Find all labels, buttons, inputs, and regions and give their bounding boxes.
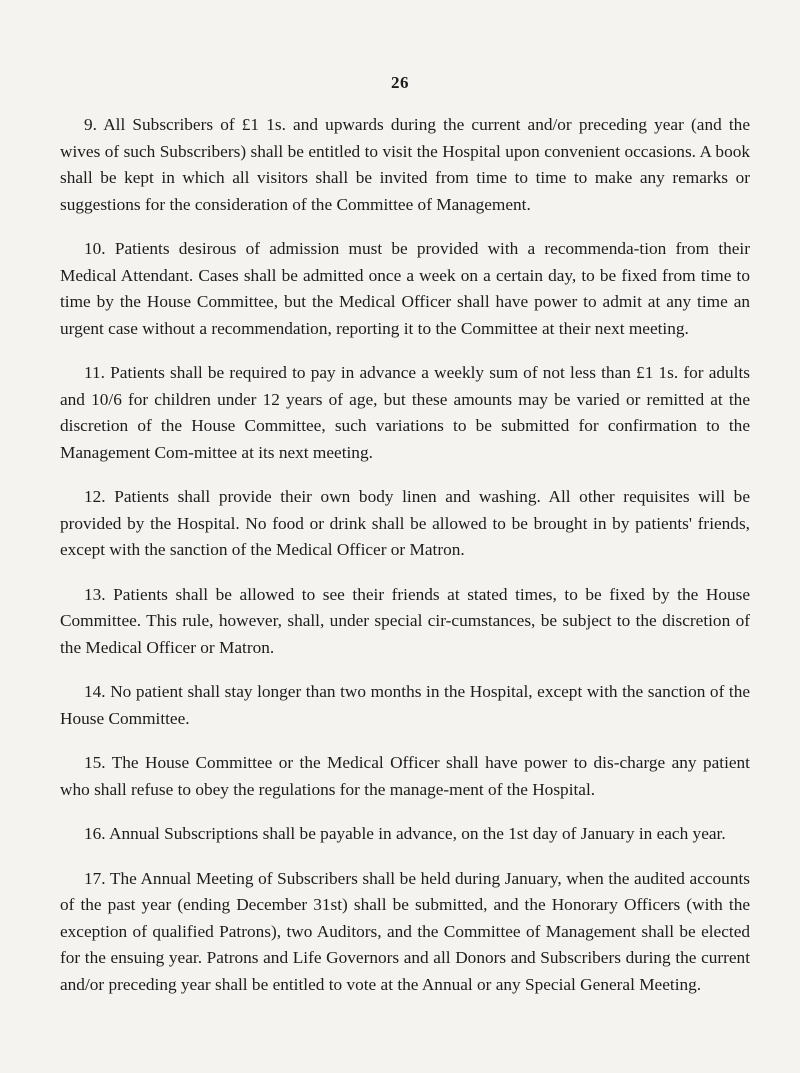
rule-number: 9. — [84, 115, 97, 134]
rules-list — [60, 112, 750, 1016]
rule-12 — [60, 484, 750, 564]
rule-10 — [60, 236, 750, 342]
rule-17 — [60, 866, 750, 999]
rule-text: The Annual Meeting of Subscribers shall be held during January, when the audited accounts of the past year (ending December 31st) shall be submitted, and the Honorary Officers (with the exception of qualified Patrons), two Auditors, and the Committee of Management shall be elected for the ensuing year. Patrons and Life Governors and all Donors and Subscribers during the current and/or preceding year shall be entitled to vote at the Annual or any Special General Meeting. — [60, 868, 750, 994]
rule-14 — [60, 679, 750, 732]
rule-13 — [60, 582, 750, 662]
page-number: 26 — [391, 73, 409, 92]
rule-text: The House Committee or the Medical Officer shall have power to dis-charge any patient who shall refuse to obey the regulations for the manage-ment of the Hospital. — [60, 753, 750, 799]
rule-11 — [60, 360, 750, 466]
rule-number: 15. — [84, 753, 106, 772]
rule-number: 11. — [84, 363, 105, 382]
rule-text: Patients shall be allowed to see their friends at stated times, to be fixed by the House Committee. This rule, however, shall, under special cir-cumstances, be subject to the discretion of the Medical Officer or Matron. — [60, 584, 750, 657]
rule-number: 13. — [84, 584, 106, 604]
rule-text: Annual Subscriptions shall be payable in advance, on the 1st day of January in each year. — [108, 824, 726, 843]
rule-number: 17. — [84, 868, 106, 888]
rule-9 — [60, 112, 750, 218]
rule-text: Patients desirous of admission must be provided with a recommenda-tion from their Medical Attendant. Cases shall be admitted once a week on a certain day, to be fixed from time to time by the House Committee, but the Medical Officer shall have power to admit at any time an urgent case without a recommendation, reporting it to the Committee at their next meeting. — [60, 239, 750, 338]
rule-text: All Subscribers of £1 1s. and upwards during the current and/or preceding year (and the wives of such Subscribers) shall be entitled to visit the Hospital upon convenient occasions. A book shall be kept in which all visitors shall be invited from time to time to make any remarks or suggestions for the consideration of the Committee of Management. — [60, 115, 750, 214]
rule-text: Patients shall be required to pay in advance a weekly sum of not less than £1 1s. for adults and 10/6 for children under 12 years of age, but these amounts may be varied or remitted at the discretion of the House Committee, such variations to be submitted for confirmation to the Management Com-mittee at its next meeting. — [60, 363, 750, 462]
rule-16 — [60, 821, 750, 848]
rule-15 — [60, 750, 750, 803]
rule-number: 14. — [84, 682, 106, 701]
rule-number: 12. — [84, 487, 106, 506]
rule-number: 16. — [84, 824, 106, 843]
rule-text: Patients shall provide their own body linen and washing. All other requisites will be provided by the Hospital. No food or drink shall be allowed to be brought in by patients' friends, except with the sanction of the Medical Officer or Matron. — [60, 487, 750, 559]
rule-text: No patient shall stay longer than two months in the Hospital, except with the sanction of the House Committee. — [60, 682, 751, 728]
rule-number: 10. — [84, 239, 106, 258]
